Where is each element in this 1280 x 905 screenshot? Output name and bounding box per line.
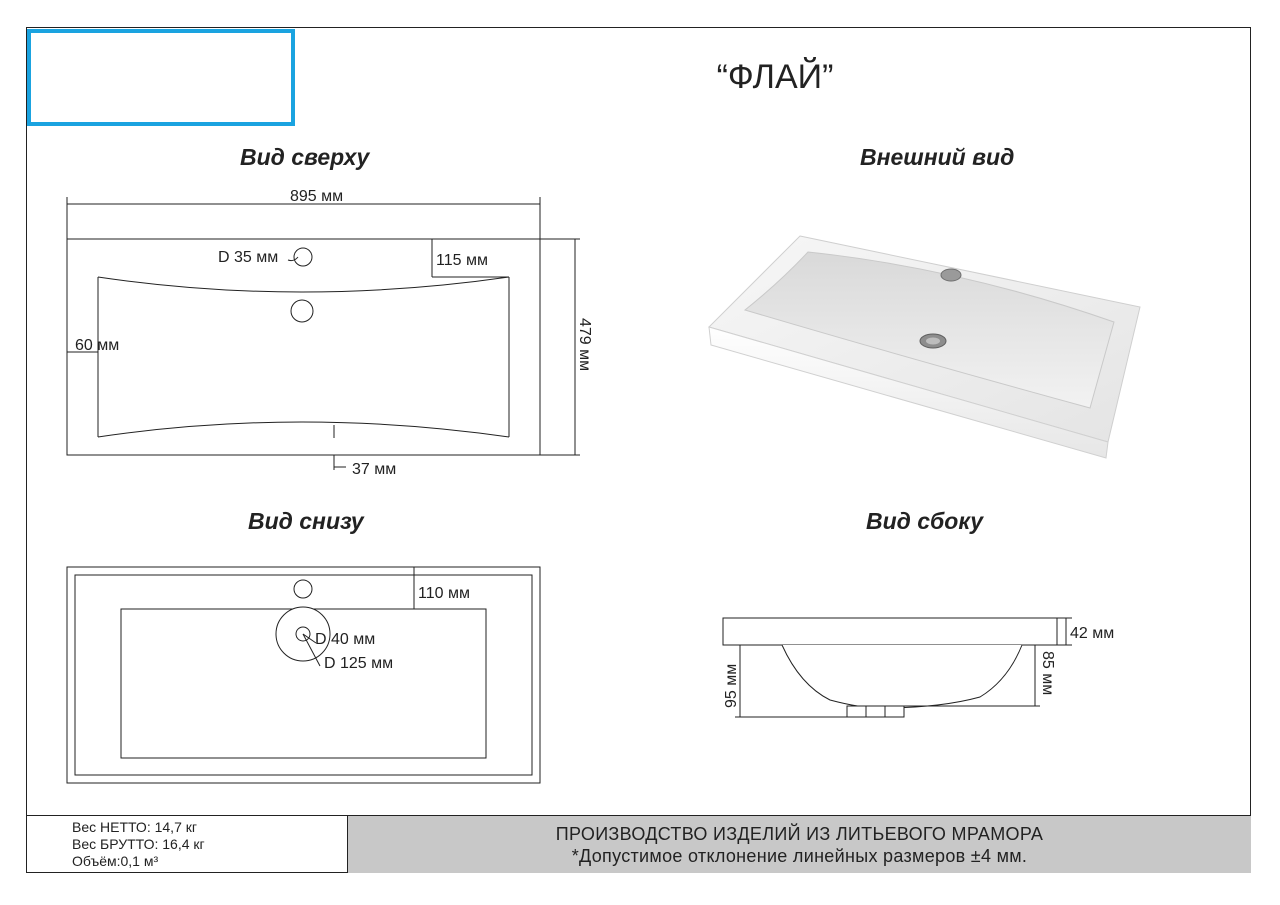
bowl-top-curve	[98, 277, 509, 292]
right-height-label: 85 мм	[1039, 651, 1056, 696]
exterior-view	[709, 236, 1140, 458]
hole-offset-label: 115 мм	[436, 252, 488, 269]
heading-exterior-view: Внешний вид	[860, 144, 1015, 170]
edge-label: 37 мм	[352, 461, 397, 478]
product-title: “ФЛАЙ”	[716, 58, 834, 96]
production-note: ПРОИЗВОДСТВО ИЗДЕЛИЙ ИЗ ЛИТЬЕВОГО МРАМОРА	[555, 824, 1044, 844]
volume: Объём:0,1 м³	[72, 853, 159, 869]
bottom-offset-label: 110 мм	[418, 585, 470, 602]
info-band	[348, 815, 1251, 873]
width-label: 895 мм	[290, 188, 344, 205]
side-view-drain	[847, 706, 904, 717]
faucet-hole	[294, 248, 312, 266]
side-view	[723, 618, 1072, 717]
faucet-hole-3d	[941, 269, 961, 281]
gross-weight: Вес БРУТТО: 16,4 кг	[72, 836, 205, 852]
tolerance-note: *Допустимое отклонение линейных размеров ±4 мм.	[571, 846, 1028, 866]
drain-outer-label: D 125 мм	[324, 655, 394, 672]
bottom-faucet-hole	[294, 580, 312, 598]
drain-hole	[291, 300, 313, 322]
depth-label: 479 мм	[576, 318, 593, 372]
faucet-hole-label: D 35 мм	[218, 249, 279, 266]
top-thickness-label: 42 мм	[1070, 625, 1115, 642]
drain-inner-label: D 40 мм	[315, 631, 376, 648]
bowl-bottom-curve	[98, 422, 509, 437]
side-label: 60 мм	[75, 337, 120, 354]
top-view-outline	[67, 239, 540, 455]
bowl-sides	[98, 277, 509, 437]
net-weight: Вес НЕТТО: 14,7 кг	[72, 819, 197, 835]
top-view	[67, 197, 580, 470]
heading-side-view: Вид сбоку	[866, 508, 984, 534]
heading-bottom-view: Вид снизу	[248, 508, 364, 534]
heading-top-view: Вид сверху	[240, 144, 370, 170]
left-height-label: 95 мм	[723, 663, 740, 708]
specs-panel	[26, 815, 348, 873]
side-view-bowl	[782, 645, 1022, 708]
side-view-top-slab	[723, 618, 1057, 645]
bottom-view-rim	[75, 575, 532, 775]
